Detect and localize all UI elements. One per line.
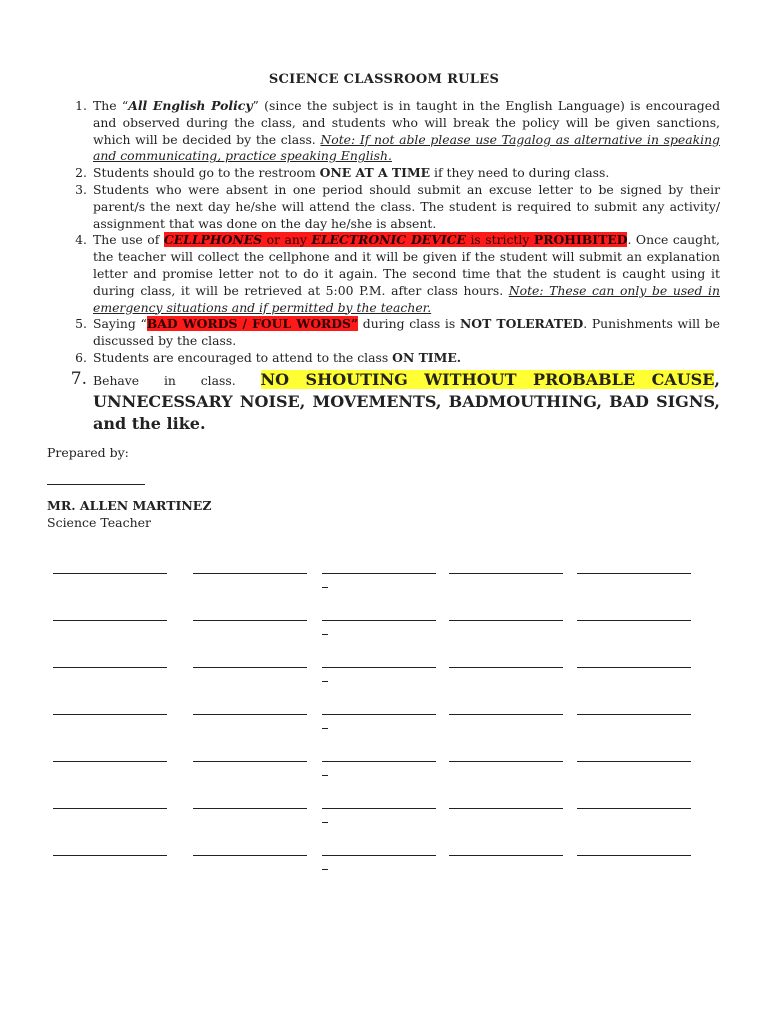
signature-row [0, 714, 768, 754]
rule-emphasis: NOT TOLERATED [459, 316, 584, 332]
signature-row [0, 761, 768, 801]
rule-5 [75, 316, 721, 350]
blank-line [449, 714, 563, 715]
blank-line [322, 714, 436, 715]
highlight-text: or any [262, 232, 312, 248]
blank-dash [322, 869, 328, 870]
rule-text: Students should go to the restroom [93, 165, 320, 181]
blank-line [322, 761, 436, 762]
teacher-name: MR. ALLEN MARTINEZ [47, 498, 212, 513]
rule-7 [70, 368, 720, 435]
signature-row [0, 855, 768, 895]
rule-emphasis: ONE AT A TIME [319, 165, 431, 181]
rule-number: 6. [75, 349, 87, 365]
document-title: SCIENCE CLASSROOM RULES [268, 72, 500, 87]
blank-line [53, 761, 167, 762]
rule-number: 5. [75, 316, 87, 332]
highlight-electronic-device: ELECTRONIC DEVICE [311, 232, 466, 248]
blank-line [193, 573, 307, 574]
blank-line [53, 573, 167, 574]
blank-line [577, 714, 691, 715]
rule-note: Note: These can only be used in emergency situations and if permitted by the teacher. [93, 282, 720, 315]
blank-line [322, 573, 436, 574]
rule-text: Students who were absent in one period should submit an excuse letter to be signed by their parent/s the next day he/she will attend the class. The student is required to submit any activity/ assignment that was done on the day he/she is absent. [93, 181, 720, 231]
blank-dash [322, 822, 328, 823]
rule-3 [75, 181, 720, 232]
blank-line [449, 667, 563, 668]
blank-line [53, 667, 167, 668]
blank-dash [322, 634, 328, 635]
blank-line [322, 808, 436, 809]
signature-row [0, 667, 768, 707]
rule-text: , UNNECESSARY NOISE, MOVEMENTS, BADMOUTHING, BAD SIGNS, and the like. [93, 369, 720, 433]
blank-line [577, 573, 691, 574]
highlight-text: is strictly [465, 232, 534, 248]
signature-row [0, 573, 768, 613]
blank-line [53, 808, 167, 809]
blank-line [577, 620, 691, 621]
rule-number: 7. [70, 368, 87, 389]
blank-line [193, 714, 307, 715]
rules-list [70, 98, 721, 435]
rule-text: The use of [93, 232, 164, 248]
rule-1 [75, 98, 721, 165]
highlight-no-shouting: NO SHOUTING WITHOUT PROBABLE CAUSE [260, 369, 715, 389]
blank-dash [322, 587, 328, 588]
rule-number: 2. [75, 165, 87, 181]
signature-line [47, 484, 145, 485]
highlight-prohibited: PROHIBITED [533, 232, 628, 248]
rule-text: during class is [358, 316, 460, 332]
blank-line [449, 573, 563, 574]
rule-text: ” (since the subject is in taught in the English Language) is encouraged and observed during the class, and students who will break the policy will be given sanctions, which will be decided by the class. [93, 98, 721, 147]
blank-line [577, 761, 691, 762]
rule-number: 4. [75, 232, 87, 248]
blank-line [53, 714, 167, 715]
highlight-bad-words: BAD WORDS / FOUL WORDS” [146, 316, 359, 332]
rule-text: The “ [93, 98, 129, 113]
blank-line [577, 855, 691, 856]
teacher-role: Science Teacher [47, 515, 152, 530]
blank-line [449, 855, 563, 856]
blank-line [322, 667, 436, 668]
signature-row [0, 808, 768, 848]
blank-line [193, 761, 307, 762]
blank-dash [322, 775, 328, 776]
rule-text: Saying “ [93, 316, 147, 332]
blank-line [322, 855, 436, 856]
rule-number: 1. [75, 98, 87, 113]
blank-line [449, 620, 563, 621]
blank-line [193, 855, 307, 856]
rule-text: Students are encouraged to attend to the class [93, 349, 393, 365]
blank-line [577, 667, 691, 668]
rule-text: if they need to during class. [430, 165, 610, 181]
blank-line [53, 620, 167, 621]
blank-line [193, 667, 307, 668]
blank-line [53, 855, 167, 856]
rule-text: . Once caught, the teacher will collect the cellphone and it will be given if the student will submit an explanation letter and promise letter not to do it again. The second time that the student is caught using it during class, it will be retrieved at 5:00 P.M. after class hours. [93, 232, 720, 298]
rule-4 [75, 232, 720, 316]
rule-number: 3. [75, 181, 87, 197]
signature-row [0, 620, 768, 660]
rule-emphasis: ON TIME. [392, 349, 462, 365]
prepared-by-label: Prepared by: [47, 445, 129, 460]
rule-2 [75, 165, 720, 182]
blank-line [577, 808, 691, 809]
blank-dash [322, 728, 328, 729]
rule-note: Note: If not able please use Tagalog as alternative in speaking and communicating, practice speaking English. [93, 131, 720, 164]
blank-line [193, 620, 307, 621]
policy-name: All English Policy [128, 98, 253, 113]
blank-line [322, 620, 436, 621]
rule-text: Behave in class. [93, 372, 261, 388]
blank-line [449, 761, 563, 762]
blank-dash [322, 681, 328, 682]
highlight-cellphones: CELLPHONES [163, 232, 263, 248]
rule-6 [75, 349, 720, 367]
rule-text: . Punishments will be discussed by the class. [93, 316, 721, 349]
blank-line [449, 808, 563, 809]
blank-line [193, 808, 307, 809]
